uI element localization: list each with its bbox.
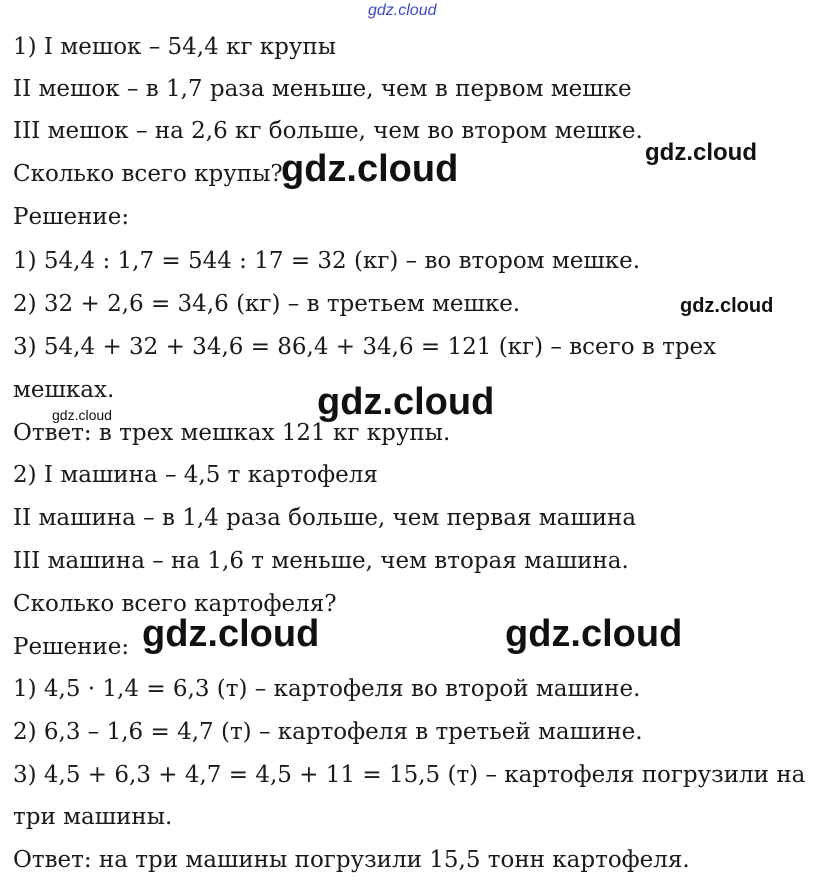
- problem2-line1: 2) I машина – 4,5 т картофеля: [13, 462, 378, 488]
- problem1-line3: III мешок – на 2,6 кг больше, чем во втором мешке.: [13, 118, 643, 144]
- problem1-step2: 2) 32 + 2,6 = 34,6 (кг) – в третьем мешке.: [13, 291, 521, 317]
- problem1-step3b: мешках.: [13, 377, 115, 403]
- watermark-3: gdz.cloud: [680, 295, 774, 317]
- watermark-2: gdz.cloud: [281, 148, 459, 190]
- problem1-step1: 1) 54,4 : 1,7 = 544 : 17 = 32 (кг) – во втором мешке.: [13, 248, 641, 274]
- watermark-1: gdz.cloud: [645, 139, 757, 166]
- watermark-top: gdz.cloud: [368, 2, 437, 19]
- problem1-step3a: 3) 54,4 + 32 + 34,6 = 86,4 + 34,6 = 121 (кг) – всего в трех: [13, 334, 717, 360]
- problem2-answer: Ответ: на три машины погрузили 15,5 тонн картофеля.: [13, 847, 690, 873]
- watermark-6: gdz.cloud: [142, 613, 320, 655]
- problem2-step1: 1) 4,5 · 1,4 = 6,3 (т) – картофеля во второй машине.: [13, 676, 641, 702]
- problem1-question: Сколько всего крупы?: [13, 161, 283, 187]
- problem2-step2: 2) 6,3 – 1,6 = 4,7 (т) – картофеля в третьей машине.: [13, 719, 643, 745]
- problem1-line1: 1) I мешок – 54,4 кг крупы: [13, 34, 337, 60]
- problem1-solution-label: Решение:: [13, 204, 130, 230]
- watermark-4: gdz.cloud: [317, 381, 495, 423]
- problem2-line3: III машина – на 1,6 т меньше, чем вторая машина.: [13, 548, 629, 574]
- watermark-7: gdz.cloud: [505, 613, 683, 655]
- problem2-step3b: три машины.: [13, 804, 173, 830]
- problem2-step3a: 3) 4,5 + 6,3 + 4,7 = 4,5 + 11 = 15,5 (т) – картофеля погрузили на: [13, 762, 806, 788]
- watermark-5: gdz.cloud: [52, 407, 112, 423]
- problem2-question: Сколько всего картофеля?: [13, 591, 337, 617]
- problem1-answer: Ответ: в трех мешках 121 кг крупы.: [13, 420, 451, 446]
- problem2-solution-label: Решение:: [13, 634, 130, 660]
- problem2-line2: II машина – в 1,4 раза больше, чем первая машина: [13, 505, 637, 531]
- problem1-line2: II мешок – в 1,7 раза меньше, чем в первом мешке: [13, 76, 632, 102]
